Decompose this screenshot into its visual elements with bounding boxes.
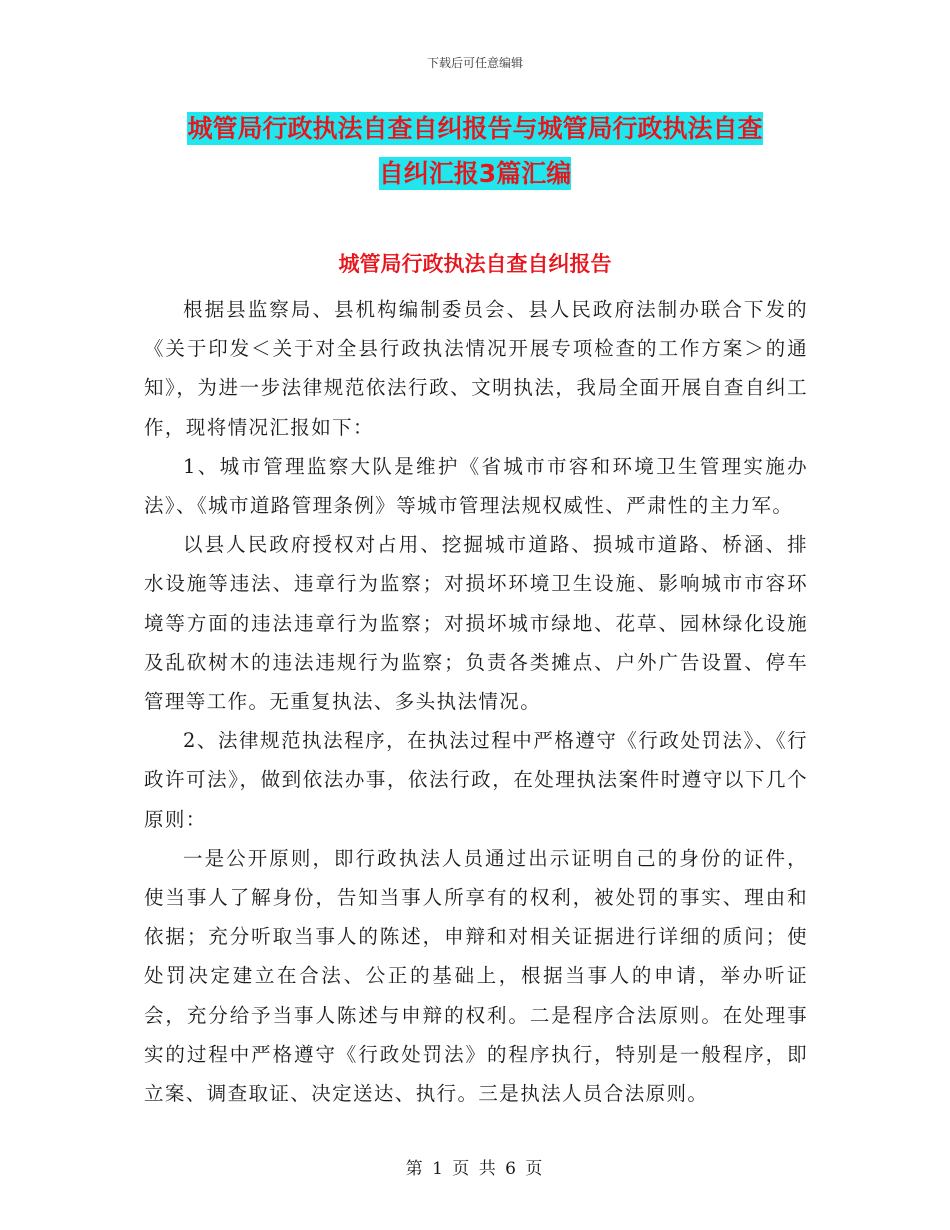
paragraph-intro: 根据县监察局、县机构编制委员会、县人民政府法制办联合下发的《关于印发＜关于对全县行政执法情况开展专项检查的工作方案＞的通知》，为进一步法律规范依法行政、文明执法，我局全面开展自查自纠工作，现将情况汇报如下： [144, 298, 808, 439]
header-note: 下载后可任意编辑 [426, 56, 523, 70]
document-title-line-1 [144, 112, 806, 146]
paragraph-principles: 一是公开原则，即行政执法人员通过出示证明自己的身份的证件，使当事人了解身份，告知当事人所享有的权利，被处罚的事实、理由和依据；充分听取当事人的陈述，申辩和对相关证据进行详细的质问；使处罚决定建立在合法、公正的基础上，根据当事人的申请，举办听证会，充分给予当事人陈述与申辩的权利。二是程序合法原则。在处理事实的过程中严格遵守《行政处罚法》的程序执行，特别是一般程序，即立案、调查取证、决定送达、执行。三是执法人员合法原则。 [144, 846, 808, 1106]
paragraph-item-2: 2、法律规范执法程序，在执法过程中严格遵守《行政处罚法》、《行政许可法》，做到依法办事，依法行政，在处理执法案件时遵守以下几个原则： [144, 729, 808, 831]
document-title-text-2: 自纠汇报3篇汇编 [378, 159, 572, 188]
document-body [144, 290, 808, 1113]
document-title-text-1: 城管局行政执法自查自纠报告与城管局行政执法自查 [187, 114, 763, 143]
document-title-line-2 [144, 157, 806, 191]
paragraph-item-1: 1、城市管理监察大队是维护《省城市市容和环境卫生管理实施办法》、《城市道路管理条例》等城市管理法规权威性、严肃性的主力军。 [144, 454, 808, 518]
page-number-footer: 第 1 页 共 6 页 [405, 1159, 545, 1179]
section-title: 城管局行政执法自查自纠报告 [338, 252, 612, 276]
paragraph-scope: 以县人民政府授权对占用、挖掘城市道路、损城市道路、桥涵、排水设施等违法、违章行为监察；对损坏环境卫生设施、影响城市市容环境等方面的违法违章行为监察；对损坏城市绿地、花草、园林绿化设施及乱砍树木的违法违规行为监察；负责各类摊点、户外广告设置、停车管理等工作。无重复执法、多头执法情况。 [144, 533, 808, 714]
